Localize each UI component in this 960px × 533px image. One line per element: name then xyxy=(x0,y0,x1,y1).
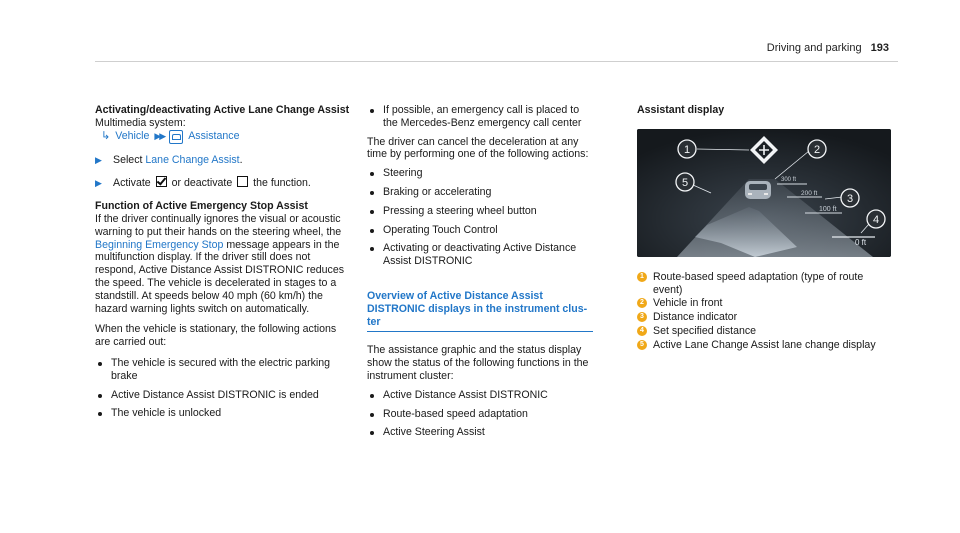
lane-change-title: Activating/deactivating Active Lane Change Assist xyxy=(95,104,350,116)
step-arrow-icon: ▶ xyxy=(95,178,102,189)
overview-text: The assistance graphic and the status display show the status of the following functions in the instrument cluster: xyxy=(367,344,589,382)
list-item: Pressing a steering wheel button xyxy=(367,205,593,218)
distance-label-0: 0 ft xyxy=(855,237,867,247)
callout-5 xyxy=(676,173,694,191)
legend-number-badge: 3 xyxy=(637,312,647,322)
multimedia-label: Multimedia system: xyxy=(95,116,186,129)
step2-middle: or deactivate xyxy=(171,177,233,190)
step1-prefix: Select xyxy=(113,153,146,166)
legend-item xyxy=(637,325,893,338)
legend-text: Distance indicator xyxy=(653,311,738,324)
cancel-bullets xyxy=(367,167,593,268)
list-item: Steering xyxy=(367,167,593,180)
legend-text: Active Lane Change Assist lane change display xyxy=(653,338,876,351)
legend-number-badge: 2 xyxy=(637,298,647,308)
page-header xyxy=(767,42,889,55)
distance-label-300: 300 ft xyxy=(781,176,797,183)
vehicle-in-front-icon xyxy=(745,181,771,199)
header-divider xyxy=(95,61,898,62)
legend-item xyxy=(637,297,893,310)
svg-text:3: 3 xyxy=(846,192,854,205)
legend-text: Route-based speed adaptation (type of route event) xyxy=(653,270,864,296)
list-item: The vehicle is unlocked xyxy=(95,407,353,420)
figure-legend xyxy=(637,271,893,352)
svg-text:1: 1 xyxy=(683,143,691,156)
legend-text: Vehicle in front xyxy=(653,297,723,310)
stationary-text: When the vehicle is stationary, the following actions are carried out: xyxy=(95,323,337,349)
list-item: Active Distance Assist DISTRONIC xyxy=(367,389,593,402)
function-title: Function of Active Emergency Stop Assist xyxy=(95,200,308,213)
callout-2 xyxy=(808,140,826,158)
step1-suffix: . xyxy=(239,153,243,166)
menu-path xyxy=(95,130,353,144)
menu-path-assistance[interactable]: Assistance xyxy=(188,130,240,143)
step-arrow-icon: ▶ xyxy=(95,154,102,165)
assistant-display-graphic xyxy=(637,129,891,257)
legend-number-badge: 1 xyxy=(637,272,647,282)
overview-title: Overview of Active Distance Assist DISTRONIC displays in the instrument cluster xyxy=(367,290,593,332)
list-item: Activating or deactivating Active Distance Assist DISTRONIC xyxy=(367,242,593,268)
distance-label-200: 200 ft xyxy=(801,189,818,197)
function-text-part2: message appears in the multifunction display. If the driver still does not respond, Active Distance Assist DISTRONIC reduces the speed. The vehicle is decelerated in stages to a standstill. At speeds below 40 mph (60 km/h) the hazard warning lights switch on automatically. xyxy=(95,238,345,315)
overview-bullets xyxy=(367,389,593,439)
return-arrow-icon: ↳ xyxy=(101,130,111,143)
callout-1 xyxy=(678,140,696,158)
step-activate xyxy=(95,176,353,190)
svg-text:5: 5 xyxy=(681,176,689,189)
column-1 xyxy=(95,104,353,426)
column-3 xyxy=(637,104,893,353)
list-item: Braking or accelerating xyxy=(367,186,593,199)
page-number: 193 xyxy=(870,42,889,54)
lane-change-assist-link[interactable]: Lane Change Assist xyxy=(145,153,240,166)
list-item: Active Steering Assist xyxy=(367,426,593,439)
path-separator-icon: ▶▶ xyxy=(154,131,165,142)
legend-number-badge: 5 xyxy=(637,340,647,350)
legend-text: Set specified distance xyxy=(653,324,757,337)
cancel-text: The driver can cancel the deceleration at any time by performing one of the following actions: xyxy=(367,135,589,161)
legend-number-badge: 4 xyxy=(637,326,647,336)
checkbox-empty-icon xyxy=(237,176,248,187)
list-item: The vehicle is secured with the electric parking brake xyxy=(95,357,353,383)
callout-3 xyxy=(841,189,859,207)
assistant-display-title: Assistant display xyxy=(637,104,725,116)
svg-text:4: 4 xyxy=(872,213,880,226)
checkbox-checked-icon xyxy=(156,176,167,187)
step-select xyxy=(95,154,353,167)
legend-item xyxy=(637,339,893,352)
step2-suffix: the function. xyxy=(253,177,311,190)
callout-4 xyxy=(867,210,885,228)
stationary-bullets xyxy=(95,357,353,420)
list-item: Operating Touch Control xyxy=(367,224,593,237)
beginning-emergency-stop-link[interactable]: Beginning Emergency Stop xyxy=(95,238,224,251)
legend-item xyxy=(637,271,893,297)
column-2 xyxy=(367,104,593,445)
distance-label-100: 100 ft xyxy=(819,205,837,213)
list-item: Route-based speed adaptation xyxy=(367,408,593,421)
assistance-car-icon xyxy=(169,130,183,144)
assistant-display-figure xyxy=(637,129,891,257)
svg-text:2: 2 xyxy=(813,143,821,156)
list-item: If possible, an emergency call is placed to the Mercedes-Benz emergency call center xyxy=(367,104,593,130)
function-text xyxy=(95,213,353,315)
emergency-call-bullet xyxy=(367,104,593,130)
menu-path-vehicle[interactable]: Vehicle xyxy=(115,130,150,143)
step2-prefix: Activate xyxy=(113,177,151,190)
legend-item xyxy=(637,311,893,324)
header-section: Driving and parking xyxy=(766,42,862,54)
list-item: Active Distance Assist DISTRONIC is ended xyxy=(95,389,353,402)
function-text-part1: If the driver continually ignores the visual or acoustic warning to put their hands on the steering wheel, the xyxy=(95,212,342,238)
